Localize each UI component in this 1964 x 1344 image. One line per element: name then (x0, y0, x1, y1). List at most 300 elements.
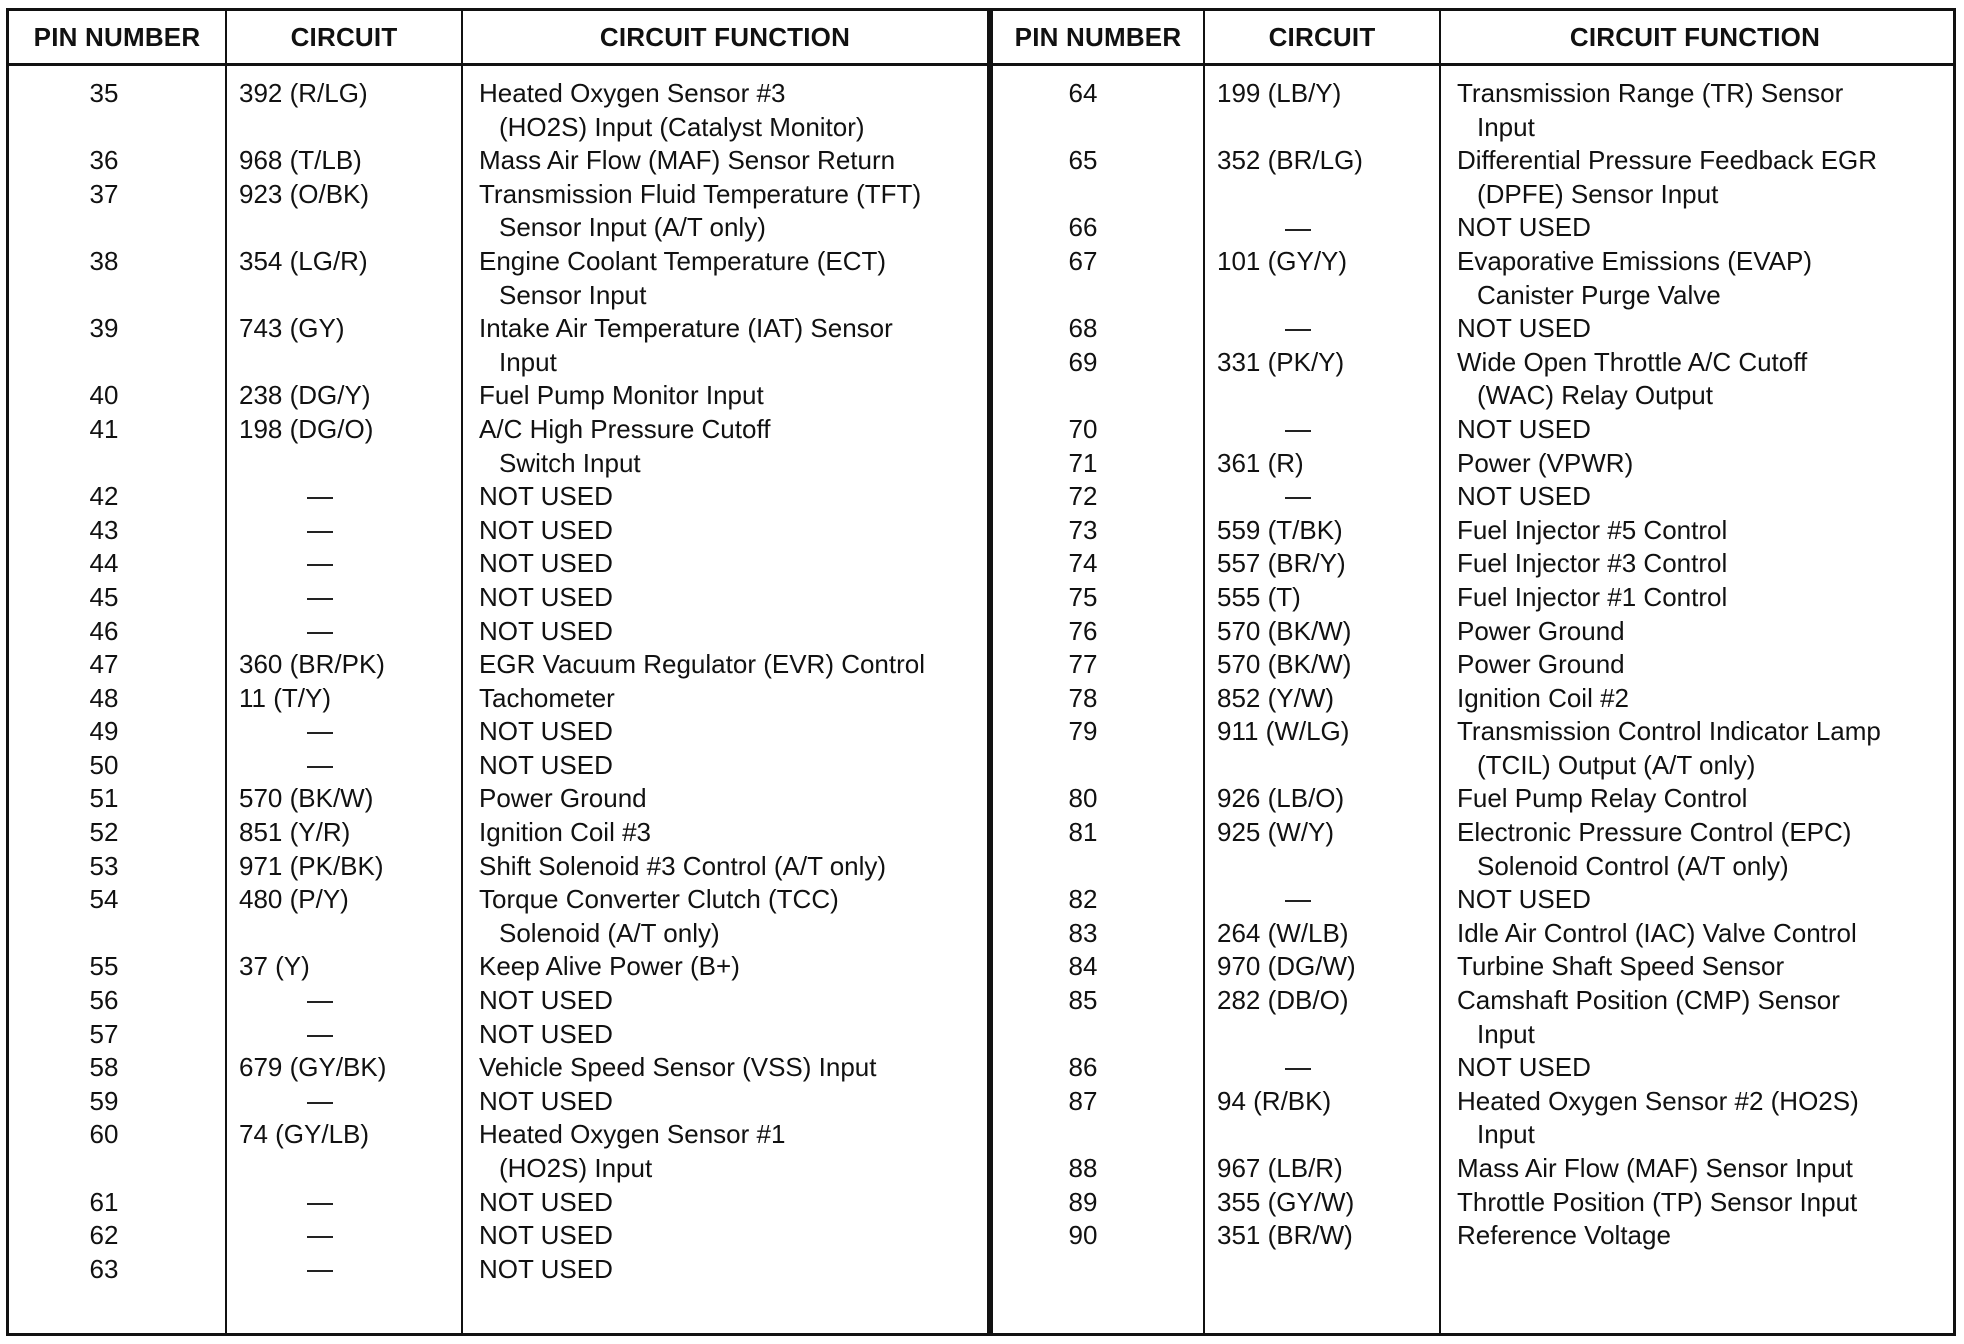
table-row (9, 144, 987, 178)
no-circuit-dash (1285, 497, 1311, 499)
no-circuit-dash (1285, 329, 1311, 331)
function-text-line: NOT USED (479, 581, 613, 612)
table-row (9, 413, 987, 480)
no-circuit-dash (307, 1270, 333, 1272)
pin-number: 63 (89, 1253, 119, 1284)
rows-left (9, 77, 987, 1286)
table-row (9, 1085, 987, 1119)
function-text-line: Canister Purge Valve (1477, 279, 1721, 310)
function-text-line: Engine Coolant Temperature (ECT) (479, 245, 887, 276)
function-text-line: Vehicle Speed Sensor (VSS) Input (479, 1052, 877, 1083)
circuit-function (479, 581, 613, 615)
header-pin-number: PIN NUMBER (33, 22, 201, 52)
no-circuit-dash (1285, 1068, 1311, 1070)
circuit-id: 94 (R/BK) (1217, 1085, 1332, 1116)
function-text-line: Heated Oxygen Sensor #3 (479, 78, 786, 108)
circuit-id (239, 1018, 333, 1052)
no-circuit-dash (307, 564, 333, 566)
circuit-id (239, 547, 333, 581)
table-row (9, 749, 987, 783)
table-row (9, 1219, 987, 1253)
pin-number: 48 (89, 682, 119, 713)
function-text-line: Reference Voltage (1457, 1220, 1671, 1251)
function-text-line: Switch Input (499, 447, 641, 478)
function-text-line: Fuel Pump Relay Control (1457, 783, 1748, 814)
circuit-id: 238 (DG/Y) (239, 380, 371, 411)
pin-number: 82 (1068, 884, 1098, 915)
header-pin-number: PIN NUMBER (1014, 22, 1182, 52)
no-circuit-dash (307, 632, 333, 634)
function-text-line: NOT USED (479, 514, 613, 545)
table-row (993, 245, 1953, 312)
pin-number: 43 (89, 514, 119, 545)
function-text-line: Input (499, 346, 557, 377)
function-text-line: NOT USED (479, 749, 613, 780)
header-circuit: CIRCUIT (290, 22, 398, 52)
circuit-function (479, 715, 613, 749)
pin-number: 49 (89, 716, 119, 747)
circuit-function (1457, 984, 1840, 1051)
circuit-id: 354 (LG/R) (239, 245, 368, 276)
pin-number: 52 (89, 817, 119, 848)
circuit-function (1457, 514, 1727, 548)
circuit-id: 679 (GY/BK) (239, 1052, 387, 1083)
circuit-id (1217, 312, 1311, 346)
circuit-id: 11 (T/Y) (239, 682, 331, 713)
function-text-line: NOT USED (479, 1220, 613, 1251)
circuit-id: 480 (P/Y) (239, 884, 349, 915)
circuit-id (1217, 883, 1311, 917)
table-row (993, 1051, 1953, 1085)
function-text-line: (WAC) Relay Output (1477, 380, 1713, 411)
table-row (9, 379, 987, 413)
circuit-function (479, 682, 615, 716)
function-text-line: Fuel Injector #3 Control (1457, 548, 1728, 579)
circuit-id (239, 984, 333, 1018)
circuit-id: 74 (GY/LB) (239, 1119, 370, 1150)
circuit-function (1457, 581, 1727, 615)
circuit-function (1457, 547, 1727, 581)
table-row (993, 1186, 1953, 1220)
function-text-line: Input (1477, 111, 1535, 142)
circuit-id: 971 (PK/BK) (239, 850, 384, 881)
circuit-id (1217, 211, 1311, 245)
no-circuit-dash (307, 766, 333, 768)
header-row-right (993, 11, 1953, 66)
circuit-id: 925 (W/Y) (1217, 817, 1335, 848)
table-row (9, 883, 987, 950)
table-row (9, 984, 987, 1018)
circuit-function (1457, 1186, 1857, 1220)
circuit-id: 851 (Y/R) (239, 817, 351, 848)
function-text-line: Power (VPWR) (1457, 447, 1634, 478)
table-row (993, 547, 1953, 581)
pin-number: 74 (1068, 548, 1098, 579)
no-circuit-dash (307, 732, 333, 734)
table-row (9, 1253, 987, 1287)
pin-number: 41 (89, 413, 119, 444)
circuit-function (1457, 144, 1877, 211)
table-row (9, 1118, 987, 1185)
no-circuit-dash (1285, 229, 1311, 231)
function-text-line: Transmission Fluid Temperature (TFT) (479, 178, 922, 209)
table-row (9, 245, 987, 312)
pin-number: 38 (89, 245, 119, 276)
no-circuit-dash (307, 1236, 333, 1238)
table-row (9, 1018, 987, 1052)
circuit-id (239, 581, 333, 615)
circuit-id: 198 (DG/O) (239, 413, 374, 444)
table-row (993, 816, 1953, 883)
header-circuit-function: CIRCUIT FUNCTION (599, 22, 851, 52)
circuit-function (479, 648, 925, 682)
circuit-id (239, 1085, 333, 1119)
circuit-function (479, 413, 770, 480)
circuit-function (479, 312, 893, 379)
no-circuit-dash (307, 1035, 333, 1037)
circuit-id (1217, 480, 1311, 514)
pin-number: 54 (89, 884, 119, 915)
function-text-line: Transmission Control Indicator Lamp (1457, 716, 1881, 747)
circuit-id: 37 (Y) (239, 951, 310, 982)
circuit-id: 392 (R/LG) (239, 78, 368, 108)
circuit-function (479, 1253, 613, 1287)
circuit-function (479, 480, 613, 514)
function-text-line: Wide Open Throttle A/C Cutoff (1457, 346, 1808, 377)
pin-number: 75 (1068, 581, 1098, 612)
function-text-line: Shift Solenoid #3 Control (A/T only) (479, 850, 887, 881)
function-text-line: Power Ground (1457, 615, 1625, 646)
table-row (9, 547, 987, 581)
function-text-line: NOT USED (1457, 481, 1591, 512)
pin-number: 84 (1068, 951, 1098, 982)
function-text-line: NOT USED (1457, 212, 1591, 243)
circuit-function (479, 749, 613, 783)
circuit-function (1457, 211, 1591, 245)
circuit-id: 570 (BK/W) (1217, 649, 1352, 680)
table-row (9, 581, 987, 615)
circuit-id: 570 (BK/W) (1217, 615, 1352, 646)
circuit-function (1457, 816, 1851, 883)
function-text-line: (TCIL) Output (A/T only) (1477, 749, 1756, 780)
pin-number: 73 (1068, 514, 1098, 545)
table-row (993, 144, 1953, 211)
circuit-function (1457, 782, 1747, 816)
function-text-line: A/C High Pressure Cutoff (479, 413, 771, 444)
function-text-line: Mass Air Flow (MAF) Sensor Return (479, 145, 896, 176)
pin-number: 35 (89, 78, 119, 108)
pin-number: 66 (1068, 212, 1098, 243)
function-text-line: NOT USED (479, 481, 613, 512)
circuit-id (239, 1186, 333, 1220)
circuit-id (239, 749, 333, 783)
function-text-line: Differential Pressure Feedback EGR (1457, 145, 1878, 176)
circuit-function (1457, 1152, 1853, 1186)
circuit-function (479, 514, 613, 548)
pin-number: 70 (1068, 413, 1098, 444)
circuit-id: 355 (GY/W) (1217, 1186, 1355, 1217)
table-row (993, 211, 1953, 245)
circuit-function (1457, 917, 1857, 951)
circuit-id (1217, 413, 1311, 447)
pin-number: 76 (1068, 615, 1098, 646)
table-row (993, 581, 1953, 615)
pin-number: 59 (89, 1085, 119, 1116)
pin-number: 69 (1068, 346, 1098, 377)
circuit-id: 911 (W/LG) (1217, 716, 1350, 747)
pin-number: 50 (89, 749, 119, 780)
circuit-function (1457, 1085, 1859, 1152)
pin-number: 60 (89, 1119, 119, 1150)
circuit-function (479, 850, 886, 884)
function-text-line: EGR Vacuum Regulator (EVR) Control (479, 649, 926, 680)
function-text-line: Power Ground (479, 783, 647, 814)
pin-number: 68 (1068, 313, 1098, 344)
circuit-function (1457, 1219, 1671, 1253)
function-text-line: Sensor Input (A/T only) (499, 212, 766, 243)
pin-number: 56 (89, 985, 119, 1016)
circuit-function (479, 615, 613, 649)
table-row (993, 413, 1953, 447)
function-text-line: Heated Oxygen Sensor #1 (479, 1119, 786, 1150)
function-text-line: NOT USED (1457, 884, 1591, 915)
circuit-function (1457, 245, 1812, 312)
circuit-function (479, 1186, 613, 1220)
circuit-id: 743 (GY) (239, 313, 345, 344)
table-row (993, 615, 1953, 649)
circuit-function (1457, 77, 1843, 144)
circuit-function (1457, 1051, 1591, 1085)
function-text-line: Heated Oxygen Sensor #2 (HO2S) (1457, 1085, 1859, 1116)
circuit-function (479, 782, 647, 816)
table-row (9, 312, 987, 379)
table-row (9, 682, 987, 716)
function-text-line: Transmission Range (TR) Sensor (1457, 78, 1844, 108)
function-text-line: NOT USED (479, 1018, 613, 1049)
circuit-function (479, 816, 651, 850)
circuit-function (479, 883, 839, 950)
function-text-line: Ignition Coil #3 (479, 817, 651, 848)
circuit-function (1457, 648, 1625, 682)
table-row (993, 782, 1953, 816)
pin-number: 61 (89, 1186, 119, 1217)
no-circuit-dash (307, 497, 333, 499)
circuit-function (479, 1018, 613, 1052)
function-text-line: NOT USED (479, 615, 613, 646)
header-circuit: CIRCUIT (1268, 22, 1376, 52)
table-row (9, 782, 987, 816)
function-text-line: Keep Alive Power (B+) (479, 951, 740, 982)
circuit-function (479, 77, 865, 144)
circuit-id: 101 (GY/Y) (1217, 245, 1348, 276)
function-text-line: NOT USED (1457, 1052, 1591, 1083)
pin-number: 65 (1068, 145, 1098, 176)
table-row (993, 950, 1953, 984)
pin-number: 39 (89, 313, 119, 344)
circuit-function (479, 950, 740, 984)
pin-number: 47 (89, 649, 119, 680)
pin-number: 86 (1068, 1052, 1098, 1083)
circuit-function (479, 144, 895, 178)
pin-number: 79 (1068, 716, 1098, 747)
pin-number: 53 (89, 850, 119, 881)
function-text-line: NOT USED (1457, 413, 1591, 444)
table-row (9, 1186, 987, 1220)
table-row (993, 1152, 1953, 1186)
pin-number: 81 (1068, 817, 1098, 848)
table-row (9, 648, 987, 682)
pin-number: 51 (89, 783, 119, 814)
table-row (9, 816, 987, 850)
no-circuit-dash (1285, 900, 1311, 902)
function-text-line: Camshaft Position (CMP) Sensor (1457, 985, 1840, 1016)
circuit-id: 351 (BR/W) (1217, 1220, 1353, 1251)
circuit-id (239, 1253, 333, 1287)
pin-number: 37 (89, 178, 119, 209)
circuit-id: 970 (DG/W) (1217, 951, 1356, 982)
function-text-line: NOT USED (479, 716, 613, 747)
circuit-function (1457, 312, 1591, 346)
no-circuit-dash (307, 1001, 333, 1003)
function-text-line: Fuel Injector #5 Control (1457, 514, 1728, 545)
circuit-id (239, 514, 333, 548)
circuit-function (1457, 950, 1784, 984)
circuit-id: 923 (O/BK) (239, 178, 370, 209)
table-row (993, 346, 1953, 413)
function-text-line: Solenoid (A/T only) (499, 917, 720, 948)
function-text-line: Throttle Position (TP) Sensor Input (1457, 1186, 1858, 1217)
circuit-id (239, 480, 333, 514)
circuit-function (1457, 346, 1807, 413)
table-row (993, 917, 1953, 951)
table-row (9, 1051, 987, 1085)
function-text-line: Input (1477, 1119, 1535, 1150)
pin-number: 46 (89, 615, 119, 646)
pin-number: 89 (1068, 1186, 1098, 1217)
circuit-id: 559 (T/BK) (1217, 514, 1343, 545)
pin-number: 36 (89, 145, 119, 176)
circuit-id: 967 (LB/R) (1217, 1153, 1343, 1183)
pin-number: 85 (1068, 985, 1098, 1016)
rows-right (993, 77, 1953, 1253)
circuit-function (479, 245, 886, 312)
circuit-id: 360 (BR/PK) (239, 649, 385, 680)
circuit-id: 199 (LB/Y) (1217, 78, 1342, 108)
function-text-line: Evaporative Emissions (EVAP) (1457, 245, 1812, 276)
table-left-half (9, 11, 987, 1333)
table-row (993, 480, 1953, 514)
function-text-line: NOT USED (479, 1253, 613, 1284)
circuit-function (479, 547, 613, 581)
function-text-line: Power Ground (1457, 649, 1625, 680)
no-circuit-dash (307, 1203, 333, 1205)
function-text-line: Fuel Pump Monitor Input (479, 380, 764, 411)
circuit-id: 852 (Y/W) (1217, 682, 1335, 713)
circuit-id: 352 (BR/LG) (1217, 145, 1363, 176)
table-row (993, 1219, 1953, 1253)
pin-number: 58 (89, 1052, 119, 1083)
function-text-line: (DPFE) Sensor Input (1477, 178, 1719, 209)
circuit-function (1457, 615, 1625, 649)
table-row (993, 984, 1953, 1051)
function-text-line: Sensor Input (499, 279, 647, 310)
function-text-line: Ignition Coil #2 (1457, 682, 1629, 713)
no-circuit-dash (307, 598, 333, 600)
circuit-id: 926 (LB/O) (1217, 783, 1345, 814)
circuit-id (239, 615, 333, 649)
pin-number: 71 (1068, 447, 1098, 478)
function-text-line: Mass Air Flow (MAF) Sensor Input (1457, 1153, 1853, 1183)
pin-number: 83 (1068, 917, 1098, 948)
header-circuit-function: CIRCUIT FUNCTION (1569, 22, 1821, 52)
function-text-line: NOT USED (479, 548, 613, 579)
function-text-line: Fuel Injector #1 Control (1457, 581, 1728, 612)
table-row (993, 312, 1953, 346)
pin-number: 88 (1068, 1153, 1098, 1183)
circuit-function (479, 984, 613, 1018)
circuit-function (1457, 883, 1591, 917)
table-row (993, 77, 1953, 144)
circuit-function (1457, 413, 1591, 447)
circuit-id: 557 (BR/Y) (1217, 548, 1346, 579)
circuit-function (479, 1219, 613, 1253)
table-row (993, 883, 1953, 917)
circuit-function (479, 1118, 785, 1185)
circuit-id (239, 1219, 333, 1253)
pin-number: 40 (89, 380, 119, 411)
pin-number: 57 (89, 1018, 119, 1049)
table-row (9, 715, 987, 749)
circuit-id: 570 (BK/W) (239, 783, 374, 814)
circuit-id: 361 (R) (1217, 447, 1304, 478)
header-row-left (9, 11, 987, 66)
function-text-line: Input (1477, 1018, 1535, 1049)
circuit-id (1217, 1051, 1311, 1085)
pin-number: 87 (1068, 1085, 1098, 1116)
table-row (9, 950, 987, 984)
table-row (993, 715, 1953, 782)
function-text-line: NOT USED (479, 1186, 613, 1217)
pin-number: 44 (89, 548, 119, 579)
circuit-id: 555 (T) (1217, 581, 1301, 612)
table-row (9, 480, 987, 514)
function-text-line: Solenoid Control (A/T only) (1477, 850, 1789, 881)
pin-number: 72 (1068, 481, 1098, 512)
pin-number: 77 (1068, 649, 1098, 680)
table-row (993, 514, 1953, 548)
table-row (993, 648, 1953, 682)
function-text-line: Tachometer (479, 682, 615, 713)
pin-number: 78 (1068, 682, 1098, 713)
table-row (993, 1085, 1953, 1152)
pin-number: 42 (89, 481, 119, 512)
circuit-function (479, 1085, 613, 1119)
circuit-function (1457, 715, 1881, 782)
circuit-id: 968 (T/LB) (239, 145, 362, 176)
circuit-function (1457, 682, 1629, 716)
table-row (9, 178, 987, 245)
circuit-function (479, 379, 764, 413)
table-row (993, 682, 1953, 716)
table-row (9, 850, 987, 884)
function-text-line: Intake Air Temperature (IAT) Sensor (479, 313, 893, 344)
pin-number: 45 (89, 581, 119, 612)
circuit-id: 331 (PK/Y) (1217, 346, 1345, 377)
pin-number: 67 (1068, 245, 1098, 276)
pin-number: 80 (1068, 783, 1098, 814)
pin-number: 62 (89, 1220, 119, 1251)
table-row (9, 615, 987, 649)
